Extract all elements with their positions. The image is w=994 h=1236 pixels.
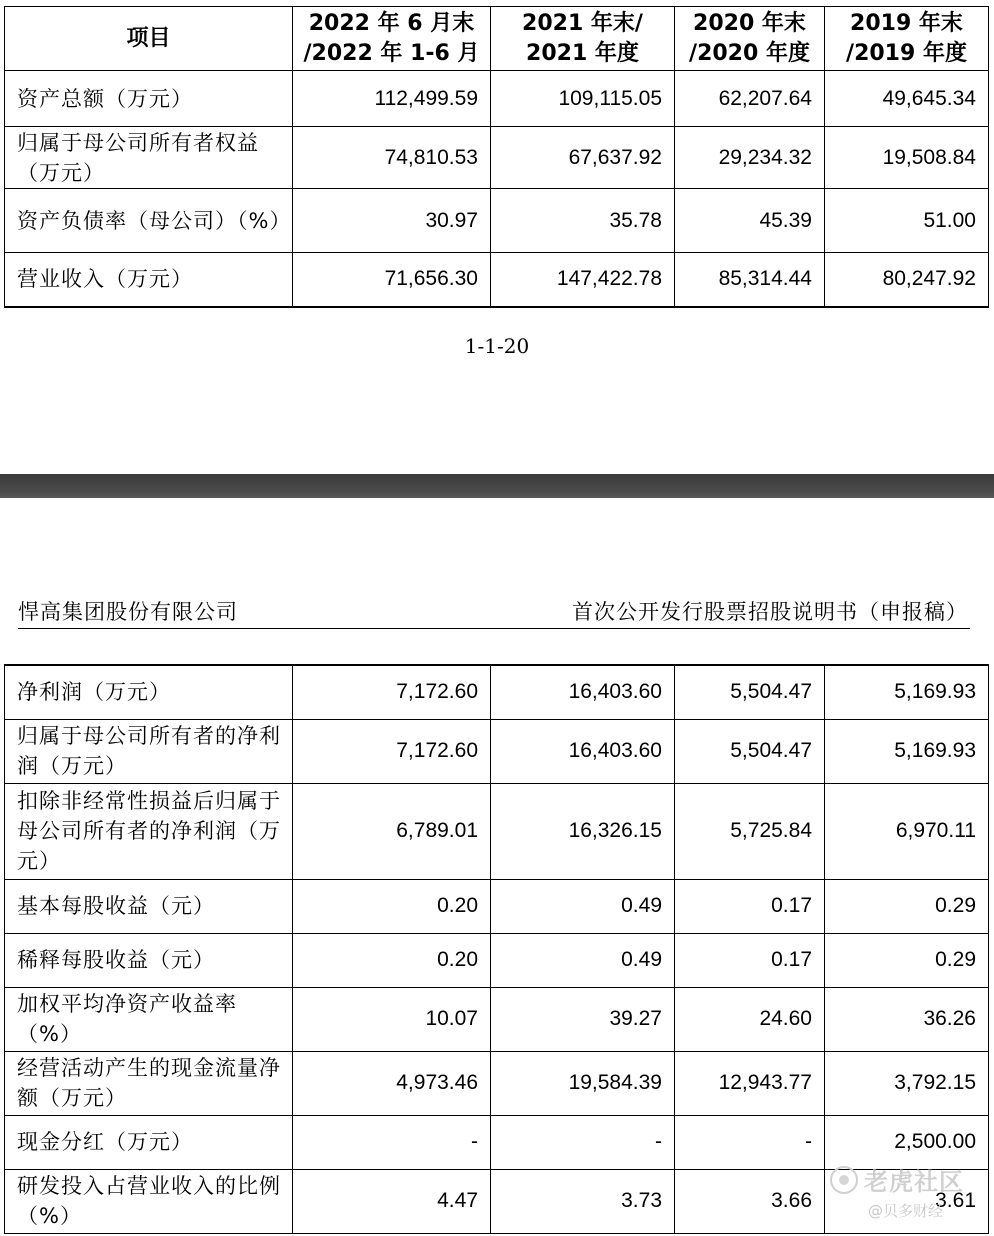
header-item: 项目 — [5, 7, 293, 71]
table-row — [5, 71, 989, 127]
cell-2021: 0.49 — [491, 879, 675, 933]
cell-2019: 3,792.15 — [825, 1051, 989, 1115]
watermark-sub: @贝多财经 — [868, 1202, 944, 1220]
row-label: 扣除非经常性损益后归属于母公司所有者的净利润（万元） — [5, 783, 293, 879]
row-label: 净利润（万元） — [5, 665, 293, 719]
header-2021: 2021 年末/ 2021 年度 — [491, 7, 675, 71]
cell-2022: 30.97 — [293, 189, 491, 253]
cell-2022: 74,810.53 — [293, 127, 491, 189]
cell-2019: 49,645.34 — [825, 71, 989, 127]
header-2019: 2019 年末 /2019 年度 — [825, 7, 989, 71]
cell-2020: 29,234.32 — [675, 127, 825, 189]
cell-2021: 67,637.92 — [491, 127, 675, 189]
table-row — [5, 1169, 989, 1233]
row-label: 基本每股收益（元） — [5, 879, 293, 933]
cell-2022: 6,789.01 — [293, 783, 491, 879]
row-label: 加权平均净资产收益率（%） — [5, 987, 293, 1051]
document-title: 首次公开发行股票招股说明书（申报稿） — [572, 600, 968, 624]
table-row — [5, 879, 989, 933]
cell-2020: 5,504.47 — [675, 665, 825, 719]
cell-2020: 3.66 — [675, 1169, 825, 1233]
cell-2022: 10.07 — [293, 987, 491, 1051]
cell-2021: 16,403.60 — [491, 665, 675, 719]
header-divider — [18, 628, 970, 629]
cell-2021: 147,422.78 — [491, 253, 675, 307]
cell-2020: - — [675, 1115, 825, 1169]
cell-2020: 62,207.64 — [675, 71, 825, 127]
cell-2022: 7,172.60 — [293, 719, 491, 783]
financial-table-top — [4, 6, 989, 308]
cell-2021: 39.27 — [491, 987, 675, 1051]
cell-2019: 3.61 — [825, 1169, 989, 1233]
table-row — [5, 189, 989, 253]
cell-2022: - — [293, 1115, 491, 1169]
row-label: 经营活动产生的现金流量净额（万元） — [5, 1051, 293, 1115]
cell-2019: 0.29 — [825, 879, 989, 933]
financial-table-bottom — [4, 664, 989, 1234]
table-row — [5, 719, 989, 783]
cell-2022: 0.20 — [293, 879, 491, 933]
cell-2021: 109,115.05 — [491, 71, 675, 127]
cell-2019: 36.26 — [825, 987, 989, 1051]
cell-2021: 16,403.60 — [491, 719, 675, 783]
cell-2022: 71,656.30 — [293, 253, 491, 307]
cell-2019: 51.00 — [825, 189, 989, 253]
row-label: 资产总额（万元） — [5, 71, 293, 127]
table-row — [5, 1051, 989, 1115]
cell-2021: - — [491, 1115, 675, 1169]
table-row — [5, 1115, 989, 1169]
cell-2019: 5,169.93 — [825, 719, 989, 783]
row-label: 现金分红（万元） — [5, 1115, 293, 1169]
cell-2020: 0.17 — [675, 933, 825, 987]
cell-2019: 19,508.84 — [825, 127, 989, 189]
page-separator — [0, 474, 994, 498]
cell-2019: 6,970.11 — [825, 783, 989, 879]
cell-2020: 24.60 — [675, 987, 825, 1051]
cell-2022: 7,172.60 — [293, 665, 491, 719]
cell-2020: 0.17 — [675, 879, 825, 933]
cell-2019: 5,169.93 — [825, 665, 989, 719]
table-row — [5, 783, 989, 879]
cell-2021: 16,326.15 — [491, 783, 675, 879]
row-label: 研发投入占营业收入的比例（%） — [5, 1169, 293, 1233]
header-2022-h1: 2022 年 6 月末 /2022 年 1-6 月 — [293, 7, 491, 71]
cell-2022: 112,499.59 — [293, 71, 491, 127]
cell-2020: 5,725.84 — [675, 783, 825, 879]
table-row — [5, 127, 989, 189]
cell-2020: 45.39 — [675, 189, 825, 253]
cell-2019: 80,247.92 — [825, 253, 989, 307]
cell-2019: 2,500.00 — [825, 1115, 989, 1169]
table-row — [5, 253, 989, 307]
cell-2020: 12,943.77 — [675, 1051, 825, 1115]
table-header-row — [5, 7, 989, 71]
cell-2019: 0.29 — [825, 933, 989, 987]
row-label: 归属于母公司所有者权益（万元） — [5, 127, 293, 189]
cell-2022: 0.20 — [293, 933, 491, 987]
row-label: 资产负债率（母公司）（%） — [5, 189, 293, 253]
row-label: 归属于母公司所有者的净利润（万元） — [5, 719, 293, 783]
table-row — [5, 987, 989, 1051]
cell-2021: 0.49 — [491, 933, 675, 987]
row-label: 营业收入（万元） — [5, 253, 293, 307]
cell-2021: 19,584.39 — [491, 1051, 675, 1115]
company-name: 悍高集团股份有限公司 — [18, 600, 238, 624]
page-number: 1-1-20 — [464, 334, 530, 358]
cell-2021: 35.78 — [491, 189, 675, 253]
header-2020: 2020 年末 /2020 年度 — [675, 7, 825, 71]
row-label: 稀释每股收益（元） — [5, 933, 293, 987]
cell-2020: 5,504.47 — [675, 719, 825, 783]
watermark-main: 老虎社区 — [864, 1168, 964, 1196]
cell-2020: 85,314.44 — [675, 253, 825, 307]
cell-2022: 4.47 — [293, 1169, 491, 1233]
cell-2021: 3.73 — [491, 1169, 675, 1233]
cell-2022: 4,973.46 — [293, 1051, 491, 1115]
table-row — [5, 933, 989, 987]
table-row — [5, 665, 989, 719]
